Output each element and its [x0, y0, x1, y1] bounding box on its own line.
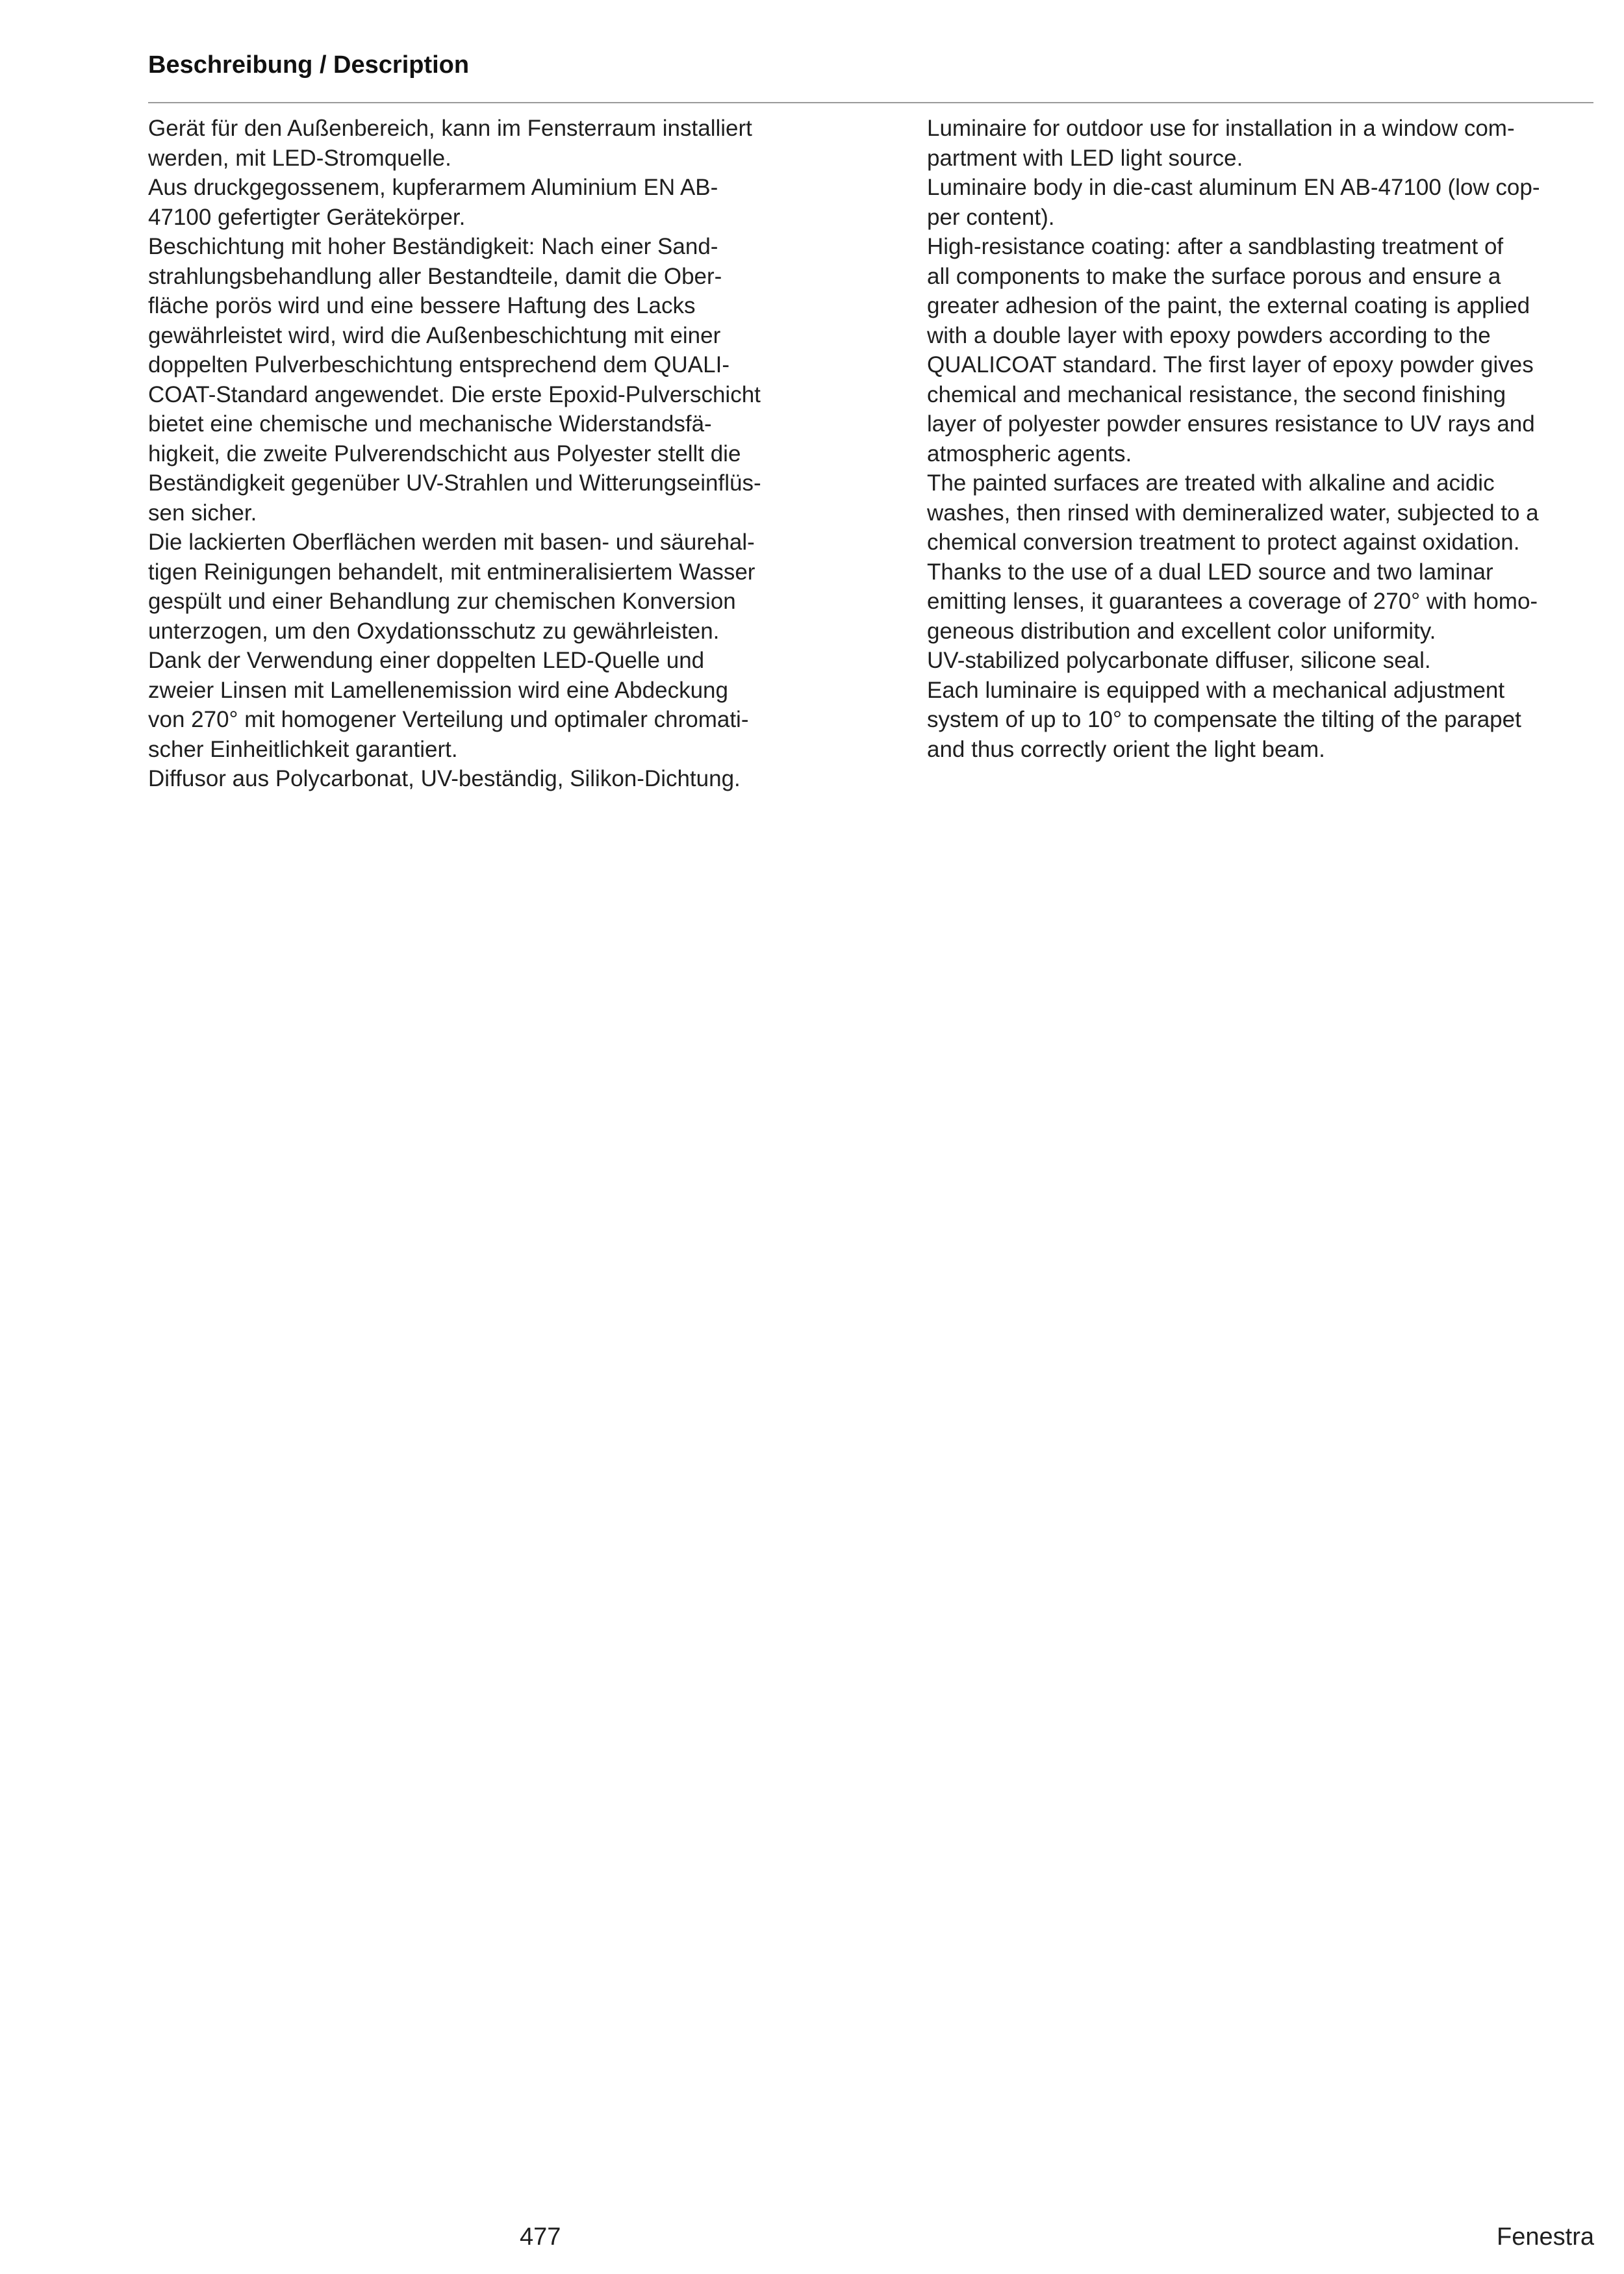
english-line: atmospheric agents. [927, 441, 1132, 466]
english-line: QUALICOAT standard. The first layer of epoxy powder gives [927, 352, 1534, 377]
german-line: Die lackierten Oberflächen werden mit basen- und säurehal- [148, 530, 755, 555]
english-line: geneous distribution and excellent color uniformity. [927, 618, 1436, 644]
german-line: sen sicher. [148, 500, 257, 526]
english-line: Luminaire for outdoor use for installation in a window com- [927, 116, 1515, 141]
german-description [148, 114, 820, 794]
english-line: chemical and mechanical resistance, the second finishing [927, 381, 1506, 407]
english-line: washes, then rinsed with demineralized water, subjected to a [927, 500, 1539, 526]
product-name: Fenestra [1497, 2223, 1594, 2251]
german-line: doppelten Pulverbeschichtung entsprechend dem QUALI- [148, 352, 730, 377]
section-heading: Beschreibung / Description [148, 51, 470, 79]
english-line: Thanks to the use of a dual LED source and two laminar [927, 559, 1493, 585]
german-line: tigen Reinigungen behandelt, mit entmineralisiertem Wasser [148, 559, 755, 585]
english-line: High-resistance coating: after a sandblasting treatment of [927, 234, 1504, 259]
german-line: bietet eine chemische und mechanische Widerstandsfä- [148, 411, 712, 437]
heading-divider [148, 102, 1593, 103]
english-line: layer of polyester powder ensures resistance to UV rays and [927, 411, 1535, 437]
german-line: gewährleistet wird, wird die Außenbeschichtung mit einer [148, 322, 721, 348]
german-line: Diffusor aus Polycarbonat, UV-beständig, Silikon-Dichtung. [148, 766, 741, 791]
german-line: 47100 gefertigter Gerätekörper. [148, 204, 466, 230]
english-line: Luminaire body in die-cast aluminum EN AB-47100 (low cop- [927, 175, 1540, 200]
german-line: Dank der Verwendung einer doppelten LED-Quelle und [148, 648, 705, 673]
english-line: all components to make the surface porous and ensure a [927, 263, 1501, 289]
german-line: strahlungsbehandlung aller Bestandteile, damit die Ober- [148, 263, 722, 289]
german-line: COAT-Standard angewendet. Die erste Epoxid-Pulverschicht [148, 381, 761, 407]
english-line: chemical conversion treatment to protect against oxidation. [927, 530, 1520, 555]
german-line: Beständigkeit gegenüber UV-Strahlen und Witterungseinflüs- [148, 470, 761, 496]
english-line: with a double layer with epoxy powders according to the [927, 322, 1491, 348]
english-description [927, 114, 1596, 764]
german-line: von 270° mit homogener Verteilung und optimaler chromati- [148, 707, 749, 732]
english-line: and thus correctly orient the light beam. [927, 736, 1325, 762]
english-line: UV-stabilized polycarbonate diffuser, silicone seal. [927, 648, 1431, 673]
english-line: system of up to 10° to compensate the tilting of the parapet [927, 707, 1521, 732]
english-line: greater adhesion of the paint, the external coating is applied [927, 293, 1530, 318]
page-number: 477 [520, 2223, 561, 2251]
english-line: per content). [927, 204, 1055, 230]
english-line: partment with LED light source. [927, 145, 1243, 171]
german-line: scher Einheitlichkeit garantiert. [148, 736, 458, 762]
german-line: fläche porös wird und eine bessere Haftung des Lacks [148, 293, 696, 318]
german-line: Aus druckgegossenem, kupferarmem Aluminium EN AB- [148, 175, 718, 200]
german-line: werden, mit LED-Stromquelle. [148, 145, 451, 171]
german-line: gespült und einer Behandlung zur chemischen Konversion [148, 589, 736, 614]
german-line: unterzogen, um den Oxydationsschutz zu gewährleisten. [148, 618, 720, 644]
german-line: zweier Linsen mit Lamellenemission wird eine Abdeckung [148, 677, 728, 703]
english-line: The painted surfaces are treated with alkaline and acidic [927, 470, 1495, 496]
german-line: higkeit, die zweite Pulverendschicht aus Polyester stellt die [148, 441, 741, 466]
english-line: Each luminaire is equipped with a mechanical adjustment [927, 677, 1505, 703]
english-line: emitting lenses, it guarantees a coverage of 270° with homo- [927, 589, 1538, 614]
german-line: Gerät für den Außenbereich, kann im Fensterraum installiert [148, 116, 752, 141]
german-line: Beschichtung mit hoher Beständigkeit: Nach einer Sand- [148, 234, 718, 259]
